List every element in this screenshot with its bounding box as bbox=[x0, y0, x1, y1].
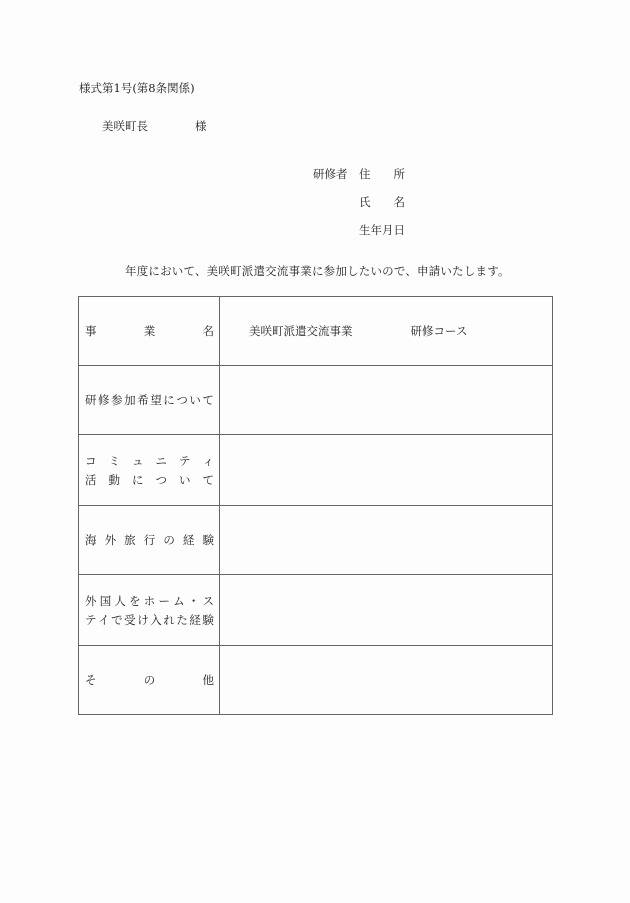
label-char: 修 bbox=[98, 393, 110, 407]
label-char: 事 bbox=[85, 324, 97, 338]
label-line bbox=[85, 593, 214, 609]
field-label-char: 日 bbox=[393, 223, 405, 237]
label-line bbox=[85, 472, 214, 488]
label-char: ー bbox=[158, 593, 170, 608]
label-line bbox=[85, 453, 214, 469]
label-char: 活 bbox=[85, 472, 97, 487]
form-number: 様式第1号(第8条関係) bbox=[79, 81, 195, 95]
label-char: 業 bbox=[143, 324, 156, 338]
label-line bbox=[85, 532, 214, 548]
row-label bbox=[79, 435, 220, 506]
label-char: つ bbox=[155, 472, 167, 487]
label-char: に bbox=[163, 393, 175, 407]
label-char: て bbox=[202, 472, 214, 487]
label-char: れ bbox=[163, 612, 175, 627]
row-value-text: 美咲町派遣交流事業 bbox=[249, 324, 353, 338]
applicant-birthdate-field bbox=[359, 222, 405, 238]
label-char: 動 bbox=[108, 472, 120, 487]
field-label-char: 住 bbox=[359, 167, 371, 181]
label-char: 名 bbox=[202, 324, 214, 338]
label-char: ホ bbox=[143, 593, 156, 608]
row-overseas-travel bbox=[79, 506, 553, 575]
label-char: で bbox=[111, 612, 123, 627]
label-char: 旅 bbox=[124, 533, 136, 547]
row-other bbox=[79, 646, 553, 715]
addressee-honorific: 様 bbox=[195, 119, 207, 133]
label-char: 国 bbox=[99, 593, 112, 608]
label-char: 海 bbox=[85, 533, 97, 547]
course-label: 研修コース bbox=[410, 324, 468, 338]
label-char: 外 bbox=[104, 533, 117, 547]
label-char: 験 bbox=[202, 612, 214, 627]
application-table bbox=[78, 296, 553, 715]
label-char: ュ bbox=[132, 453, 144, 468]
label-line bbox=[85, 612, 214, 628]
addressee: 美咲町長 bbox=[102, 119, 148, 133]
label-char: 研 bbox=[85, 393, 97, 407]
field-label-char: 氏 bbox=[359, 195, 371, 209]
label-char: い bbox=[189, 393, 201, 407]
label-char: 入 bbox=[150, 612, 162, 627]
row-value-input[interactable] bbox=[220, 366, 553, 435]
row-value-input[interactable] bbox=[220, 435, 553, 506]
label-char: 外 bbox=[85, 593, 97, 608]
row-value-input[interactable] bbox=[220, 297, 553, 366]
row-label bbox=[79, 297, 220, 366]
label-char: を bbox=[129, 593, 141, 608]
row-value-input[interactable] bbox=[220, 506, 553, 575]
row-label bbox=[79, 646, 220, 715]
trainee-label: 研修者 bbox=[313, 167, 348, 181]
field-label-char: 名 bbox=[393, 195, 405, 209]
label-char: イ bbox=[98, 612, 110, 627]
label-char: ニ bbox=[155, 453, 167, 468]
label-line bbox=[85, 672, 214, 688]
label-char: 験 bbox=[202, 533, 214, 547]
field-label-char: 月 bbox=[382, 223, 394, 237]
label-char: 経 bbox=[182, 533, 195, 547]
applicant-address-field bbox=[359, 166, 405, 182]
row-label bbox=[79, 366, 220, 435]
label-char: 経 bbox=[189, 612, 201, 627]
label-char: ・ bbox=[187, 593, 200, 608]
label-char: の bbox=[163, 533, 175, 547]
label-char: 参 bbox=[111, 393, 123, 407]
label-char: コ bbox=[85, 453, 97, 468]
field-label-char: 所 bbox=[393, 167, 405, 181]
label-line bbox=[85, 392, 214, 408]
label-char: け bbox=[137, 612, 149, 627]
label-char: つ bbox=[176, 393, 188, 407]
label-char: テ bbox=[179, 453, 191, 468]
label-char: て bbox=[202, 393, 214, 407]
label-char: 他 bbox=[202, 673, 214, 687]
label-char: テ bbox=[85, 612, 97, 627]
label-char: の bbox=[143, 673, 156, 687]
row-participation-wish bbox=[79, 366, 553, 435]
row-community-activity bbox=[79, 435, 553, 506]
label-char: ィ bbox=[202, 453, 214, 468]
label-char: に bbox=[132, 472, 144, 487]
row-value-input[interactable] bbox=[220, 575, 553, 646]
label-char: た bbox=[176, 612, 188, 627]
label-char: 受 bbox=[124, 612, 136, 627]
applicant-name-field bbox=[359, 194, 405, 210]
row-homestay-experience bbox=[79, 575, 553, 646]
label-char: ス bbox=[202, 593, 214, 608]
row-value-input[interactable] bbox=[220, 646, 553, 715]
label-char: 人 bbox=[114, 593, 126, 608]
field-label-char: 年 bbox=[370, 223, 382, 237]
field-label-char: 生 bbox=[359, 223, 371, 237]
label-char: 望 bbox=[150, 393, 162, 407]
label-char: 加 bbox=[124, 393, 136, 407]
row-label bbox=[79, 506, 220, 575]
label-char: そ bbox=[85, 673, 97, 687]
row-label bbox=[79, 575, 220, 646]
label-char: 行 bbox=[143, 533, 156, 547]
label-line bbox=[85, 323, 214, 339]
label-char: ム bbox=[173, 593, 185, 608]
label-char: い bbox=[179, 472, 191, 487]
application-statement: 年度において、美咲町派遣交流事業に参加したいので、申請いたします。 bbox=[125, 264, 510, 278]
label-char: 希 bbox=[137, 393, 149, 407]
row-project-name bbox=[79, 297, 553, 366]
label-char: ミ bbox=[108, 453, 120, 468]
